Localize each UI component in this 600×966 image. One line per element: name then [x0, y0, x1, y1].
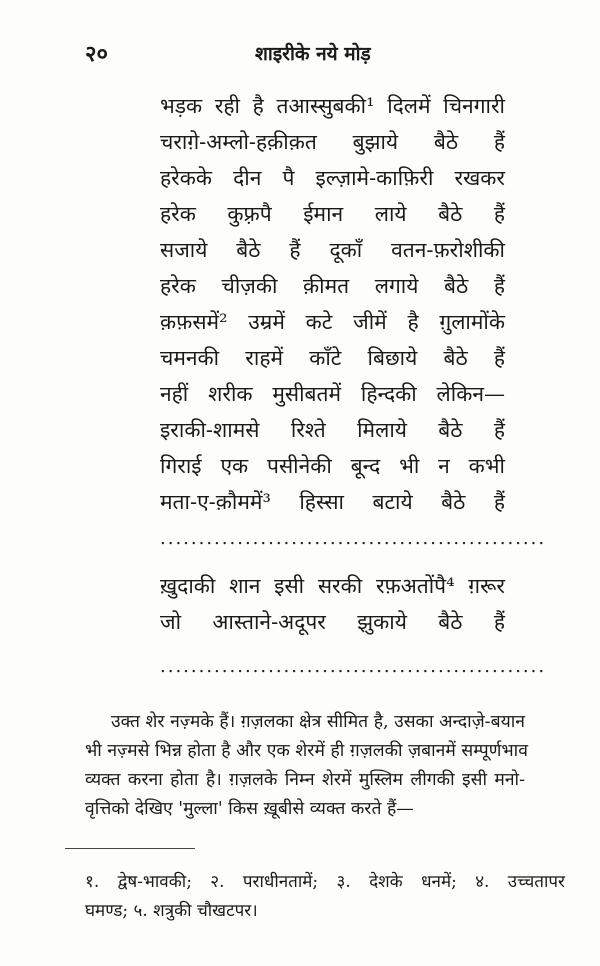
running-head: शाइरीके नये मोड़	[255, 43, 371, 65]
page-number: २०	[85, 41, 108, 67]
verse-line: हरेक कुफ़्रपै ईमान लाये बैठे हैं	[160, 202, 505, 226]
footnote-line: १. द्वेष-भावकी; २. पराधीनतामें; ३. देशके धनमें; ४. उच्चतापर	[85, 872, 565, 892]
verse-line: चराग़े-अम्लो-हक़ीक़त बुझाये बैठे हैं	[160, 130, 505, 154]
separator-dots: ..................................................	[160, 656, 547, 677]
verse-line: मता-ए-क़ौममें³ हिस्सा बटाये बैठे हैं	[160, 490, 505, 514]
poem-couplet	[160, 568, 505, 640]
prose-paragraph	[85, 708, 528, 824]
prose-line: उक्त शेर नज़्मके हैं। ग़ज़लका क्षेत्र सीमित है, उसका अन्दाज़े-बयान	[111, 712, 525, 732]
prose-line: व्यक्त करना होता है। ग़ज़लके निम्न शेरमें मुस्लिम लीगकी इसी मनो-	[85, 770, 525, 790]
verse-line: हरेकके दीन पै इल्ज़ामे-काफ़िरी रखकर	[160, 166, 505, 190]
verse-line: सजाये बैठे हैं दूकाँ वतन-फ़रोशीकी	[160, 238, 505, 262]
prose-line: वृत्तिको देखिए 'मुल्ला' किस ख़ूबीसे व्यक्त करते हैं—	[85, 799, 414, 819]
verse-line: नहीं शरीक मुसीबतमें हिन्दकी लेकिन—	[160, 382, 505, 406]
verse-line: भड़क रही है तआस्सुबकी¹ दिलमें चिनगारी	[160, 94, 505, 118]
verse-line: गिराई एक पसीनेकी बून्द भी न कभी	[160, 454, 505, 478]
verse-line: ख़ुदाकी शान इसी सरकी रफ़अतोंपै⁴ ग़रूर	[160, 574, 505, 598]
footnote-divider	[65, 848, 195, 849]
footnotes	[85, 868, 565, 926]
verse-line: हरेक चीज़की क़ीमत लगाये बैठे हैं	[160, 274, 505, 298]
footnote-line: घमण्ड; ५. शत्रुकी चौखटपर।	[85, 901, 258, 921]
separator-dots: ..................................................	[160, 528, 547, 549]
page-header	[85, 38, 525, 68]
prose-line: भी नज़्मसे भिन्न होता है और एक शेरमें ही ग़ज़लकी ज़बानमें सम्पूर्णभाव	[85, 741, 528, 761]
poem-main-stanza	[160, 88, 505, 520]
verse-line: इराकी-शामसे रिश्ते मिलाये बैठे हैं	[160, 418, 505, 442]
verse-line: चमनकी राहमें काँटे बिछाये बैठे हैं	[160, 346, 505, 370]
verse-line: जो आस्ताने-अदूपर झुकाये बैठे हैं	[160, 610, 505, 634]
verse-line: क़फ़समें² उम्रमें कटे जीमें है ग़ुलामोंके	[160, 310, 505, 334]
